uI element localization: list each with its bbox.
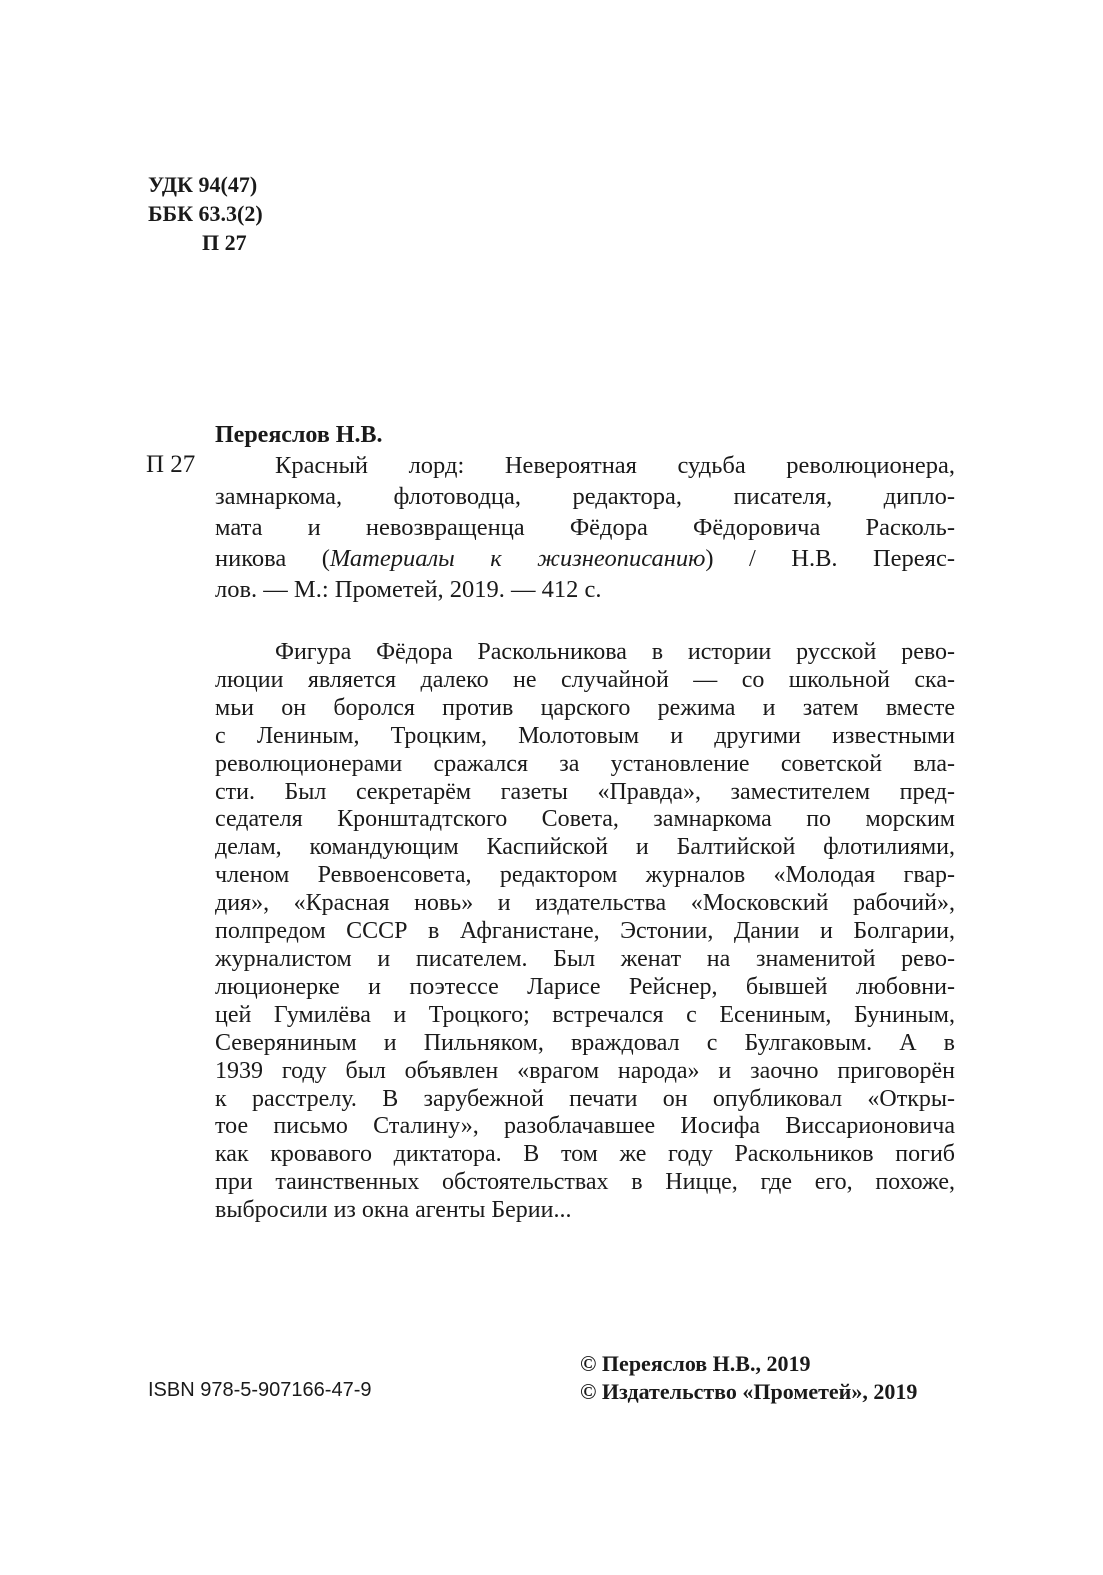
annotation-line: выбросили из окна агенты Берии... — [215, 1197, 572, 1224]
annotation-line: люционерке и поэтессе Ларисе Рейснер, бывшей любовни- — [215, 973, 955, 1000]
annotation-line: 1939 году был объявлен «врагом народа» и заочно приговорён — [215, 1057, 955, 1084]
biblio-fragment: никова ( — [215, 545, 330, 572]
biblio-subtitle: Материалы к жизнеописанию — [329, 545, 706, 572]
isbn: ISBN 978-5-907166-47-9 — [148, 1379, 372, 1401]
annotation-line: делам, командующим Каспийской и Балтийской флотилиями, — [215, 834, 955, 861]
copyright-publisher: © Издательство «Прометей», 2019 — [580, 1379, 918, 1404]
biblio-line: мата и невозвращенца Фёдора Фёдоровича Расколь- — [215, 514, 955, 541]
annotation — [215, 639, 955, 1225]
annotation-line: революционерами сражался за установление советской вла- — [215, 750, 955, 777]
udk-code: УДК 94(47) — [148, 172, 258, 197]
bibliographic-description — [215, 450, 955, 605]
annotation-line: люции является далеко не случайной — со школьной ска- — [215, 666, 955, 693]
annotation-line: сти. Был секретарём газеты «Правда», заместителем пред- — [215, 778, 955, 805]
annotation-line: Северяниным и Пильняком, враждовал с Булгаковым. А в — [215, 1029, 955, 1056]
bbk-code: ББК 63.3(2) — [148, 201, 263, 226]
call-mark: П 27 — [146, 451, 196, 478]
annotation-line: дия», «Красная новь» и издательства «Московский рабочий», — [215, 890, 955, 917]
copyright-author: © Переяслов Н.В., 2019 — [580, 1351, 811, 1376]
biblio-line: Красный лорд: Невероятная судьба революционера, — [275, 452, 955, 479]
annotation-line: с Лениным, Троцким, Молотовым и другими известными — [215, 722, 955, 749]
biblio-line — [215, 543, 955, 574]
annotation-line: членом Реввоенсовета, редактором журналов «Молодая гвар- — [215, 862, 955, 889]
classification-block — [148, 170, 263, 257]
annotation-line: тое письмо Сталину», разоблачавшее Иосифа Виссарионовича — [215, 1113, 955, 1140]
author-mark: П 27 — [202, 230, 247, 255]
copyright-block — [580, 1350, 917, 1406]
annotation-line: журналистом и писателем. Был женат на знаменитой рево- — [215, 945, 955, 972]
annotation-line: при таинственных обстоятельствах в Ницце, где его, похоже, — [215, 1169, 955, 1196]
annotation-line: полпредом СССР в Афганистане, Эстонии, Дании и Болгарии, — [215, 918, 955, 945]
annotation-line: седателя Кронштадтского Совета, замнаркома по морским — [215, 806, 955, 833]
biblio-line: замнаркома, флотоводца, редактора, писателя, дипло- — [215, 483, 955, 510]
author-name: Переяслов Н.В. — [215, 422, 383, 448]
annotation-line: к расстрелу. В зарубежной печати он опубликовал «Откры- — [215, 1085, 955, 1112]
annotation-line: мьи он боролся против царского режима и затем вместе — [215, 694, 955, 721]
biblio-fragment: ) / Н.В. Переяс- — [705, 545, 955, 572]
annotation-line: Фигура Фёдора Раскольникова в истории русской рево- — [275, 639, 955, 665]
annotation-line: как кровавого диктатора. В том же году Раскольников погиб — [215, 1141, 955, 1168]
annotation-line: цей Гумилёва и Троцкого; встречался с Есениным, Буниным, — [215, 1001, 955, 1028]
biblio-line: лов. — М.: Прометей, 2019. — 412 с. — [215, 576, 602, 603]
